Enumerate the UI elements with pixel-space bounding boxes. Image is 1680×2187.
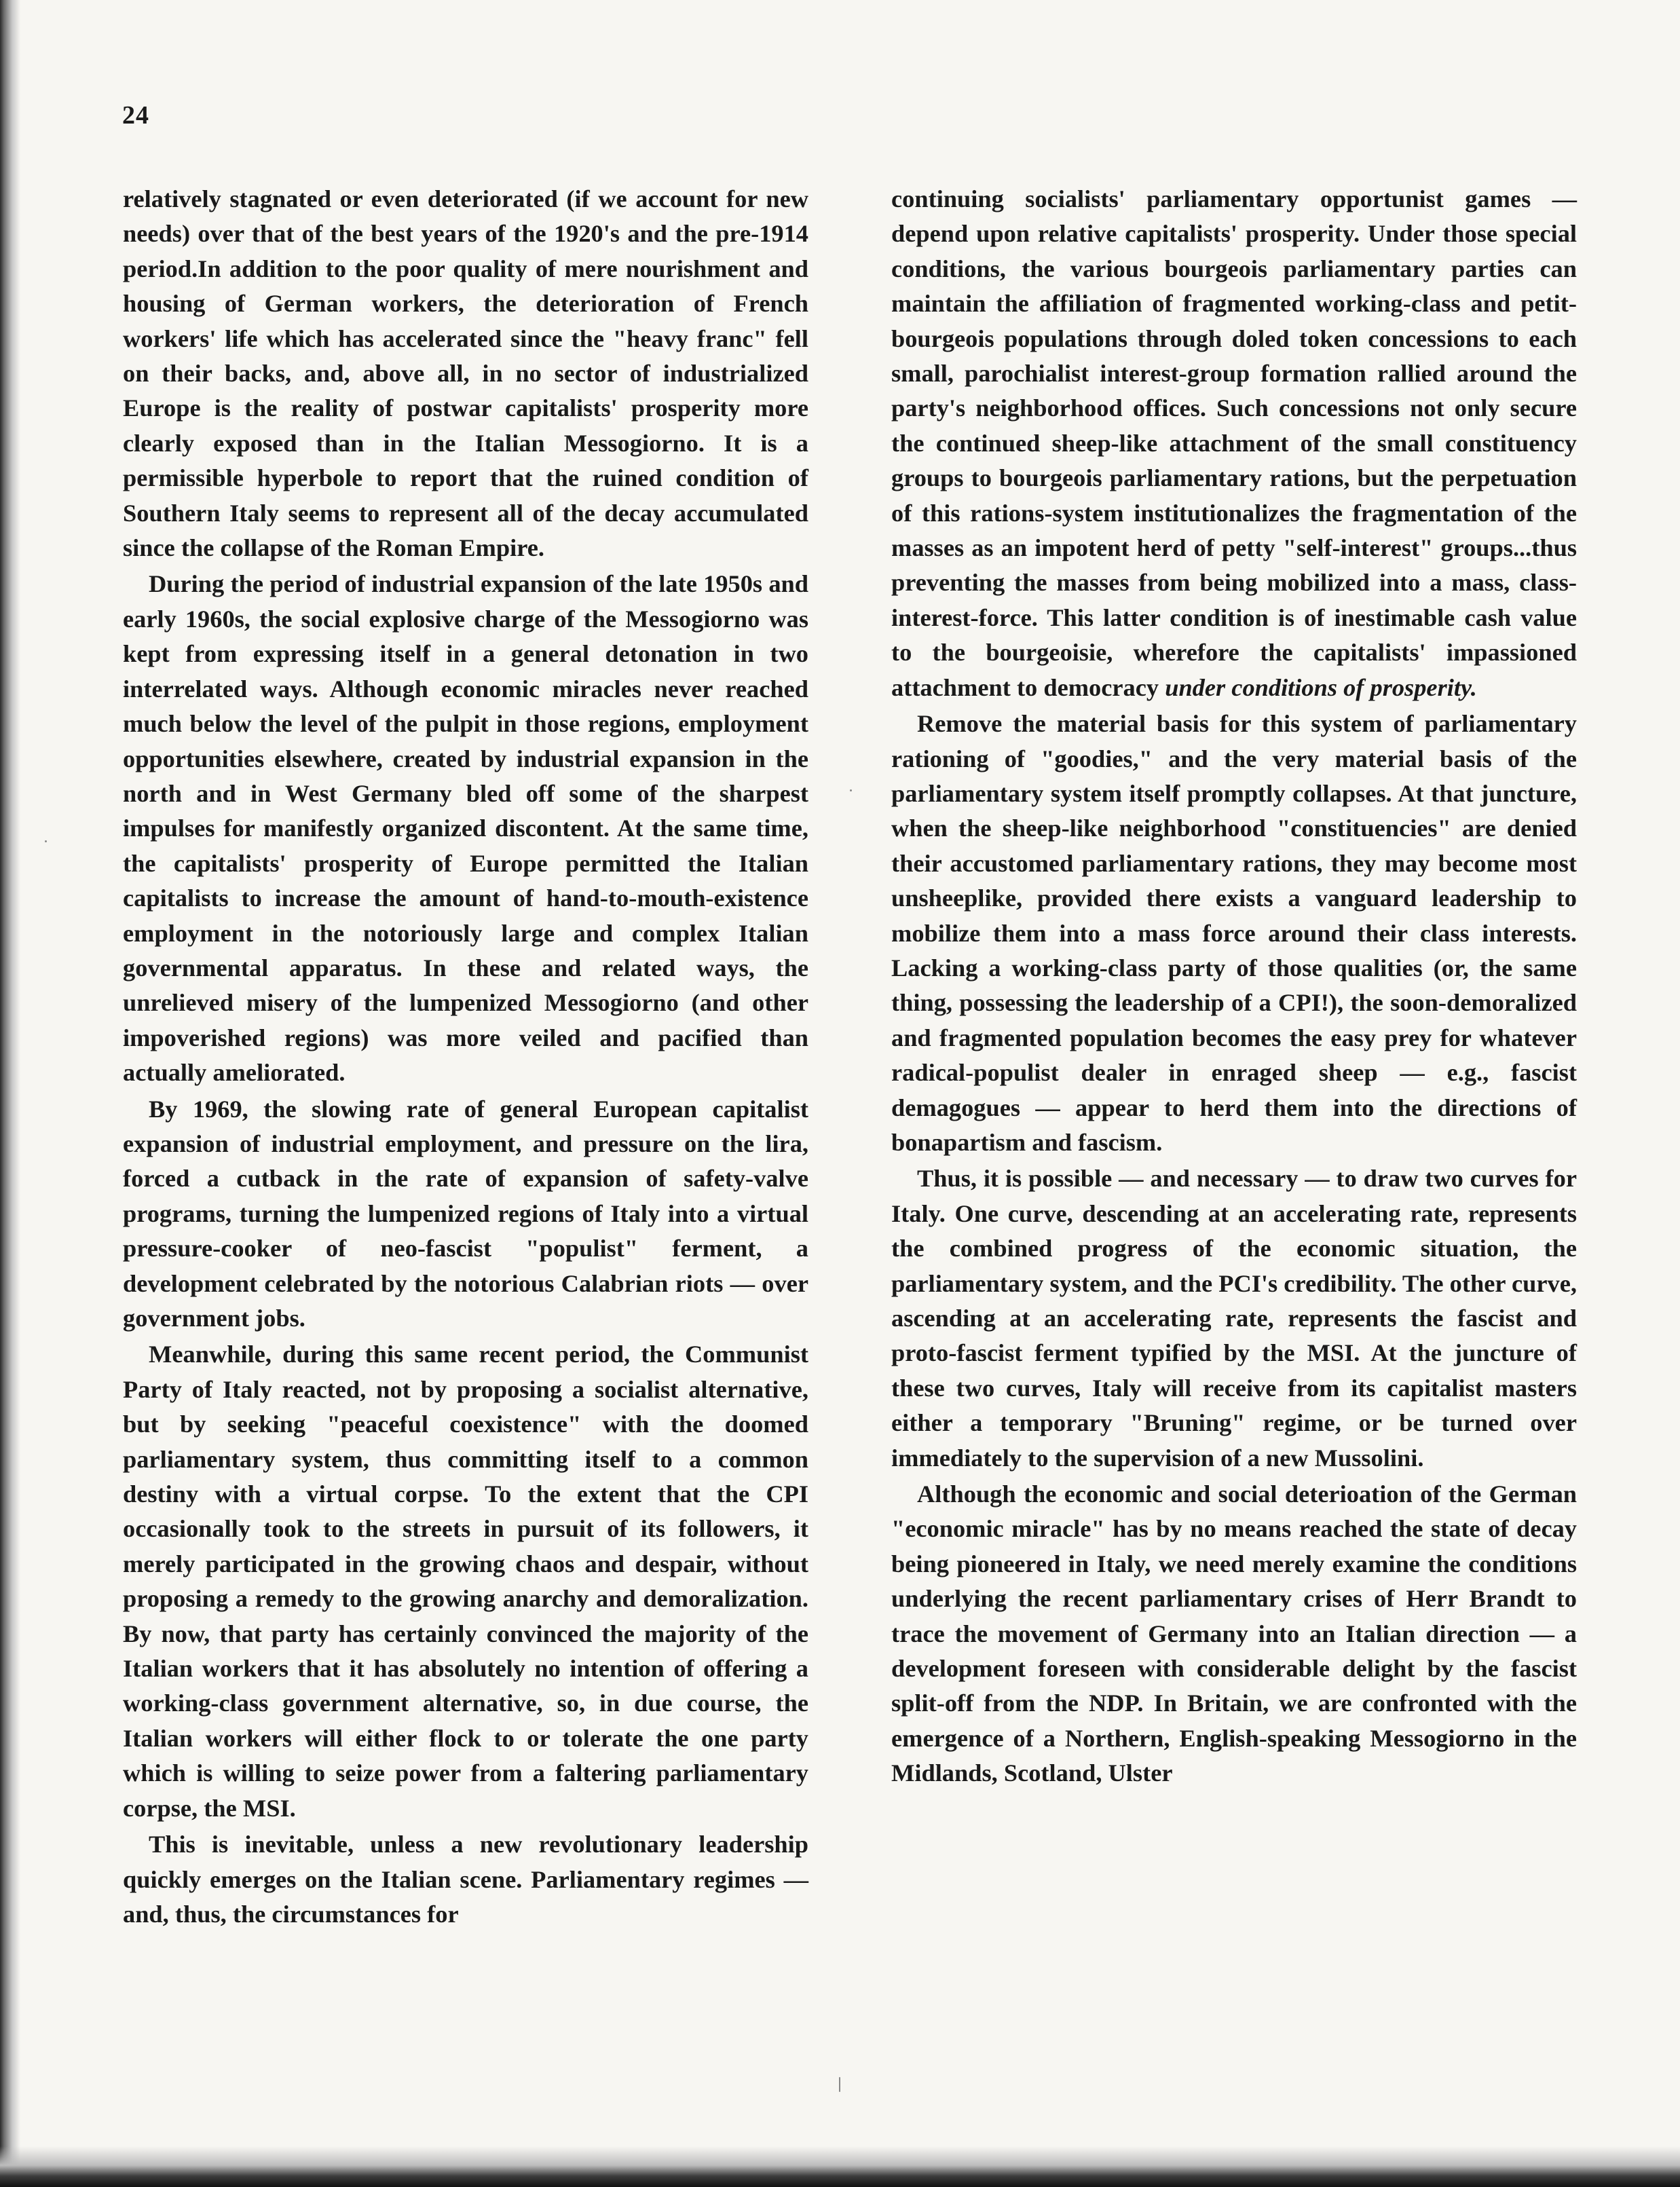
paragraph: Remove the material basis for this system of parliamentary rationing of "goodies," and the very material basis of the parliamentary system itself promptly collapses. At that juncture, when the sheep-like neighborhood "constituencies" are denied their accustomed parliamentary rations, they may become most unsheeplike, provided there exists a vanguard leadership to mobilize them into a mass force around their class interests. Lacking a working-class party of those qualities (or, the same thing, possessing the leadership of a CPI!), the soon-demoralized and fragmented population becomes the easy prey for whatever radical-populist dealer in enraged sheep — e.g., fascist demagogues — appear to herd them into the directions of bonapartism and fascism.	[891, 710, 1577, 1156]
scan-bottom-edge-shadow	[0, 2146, 1680, 2187]
paragraph: relatively stagnated or even deteriorated (if we account for new needs) over that of the best years of the 1920's and the pre-1914 period.In addition to the poor quality of mere nourishment and housing of German workers, the deterioration of French workers' life which has accelerated since the "heavy franc" fell on their backs, and, above all, in no sector of industrialized Europe is the reality of postwar capitalists' prosperity more clearly exposed than in the Italian Messogiorno. It is a permissible hyperbole to report that the ruined condition of Southern Italy seems to represent all of the decay accumulated since the collapse of the Roman Empire.	[123, 185, 808, 562]
page-number: 24	[122, 101, 149, 130]
scan-speck	[45, 840, 47, 842]
left-column	[123, 182, 808, 1933]
paragraph-text: continuing socialists' parliamentary opportunist games — depend upon relative capitalists' prosperity. Under those special conditions, the various bourgeois parliamentary parties can maintain the affiliation of fragmented working-class and petit-bourgeois populations through doled token concessions to each small, parochialist interest-group formation rallied around the party's neighborhood offices. Such concessions not only secure the continued sheep-like attachment of the small constituency groups to bourgeois parliamentary rations, but the perpetuation of this rations-system institutionalizes the fragmentation of the masses as an impotent herd of petty "self-interest" groups...thus preventing the masses from being mobilized into a mass, class-interest-force. This latter condition is of inestimable cash value to the bourgeoisie, wherefore the capitalists' impassioned attachment to democracy	[891, 185, 1577, 701]
paragraph	[891, 182, 1577, 705]
paragraph: Thus, it is possible — and necessary — to draw two curves for Italy. One curve, descending at an accelerating rate, represents the combined progress of the economic situation, the parliamentary system, and the PCI's credibility. The other curve, ascending at an accelerating rate, represents the fascist and proto-fascist ferment typified by the MSI. At the juncture of these two curves, Italy will receive from its capitalist masters either a temporary "Bruning" regime, or be turned over immediately to the supervision of a new Mussolini.	[891, 1165, 1577, 1472]
paragraph: Although the economic and social deterioation of the German "economic miracle" has by no means reached the state of decay being pioneered in Italy, we need merely examine the conditions underlying the recent parliamentary crises of Herr Brandt to trace the movement of Germany into an Italian direction — a development foreseen with considerable delight by the fascist split-off from the NDP. In Britain, we are confronted with the emergence of a Northern, English-speaking Messogiorno in the Midlands, Scotland, Ulster	[891, 1480, 1577, 1787]
scan-speck	[850, 789, 852, 791]
scan-left-edge-shadow	[0, 0, 20, 2187]
paragraph: This is inevitable, unless a new revolutionary leadership quickly emerges on the Italian scene. Parliamentary regimes — and, thus, the circumstances for	[123, 1831, 808, 1928]
paragraph: By 1969, the slowing rate of general European capitalist expansion of industrial employment, and pressure on the lira, forced a cutback in the rate of expansion of safety-valve programs, turning the lumpenized regions of Italy into a virtual pressure-cooker of neo-fascist "populist" ferment, a development celebrated by the notorious Calabrian riots — over government jobs.	[123, 1095, 808, 1332]
italic-emphasis: under conditions of prosperity.	[1165, 673, 1477, 701]
right-column	[891, 182, 1577, 1793]
paragraph: Meanwhile, during this same recent period, the Communist Party of Italy reacted, not by proposing a socialist alternative, but by seeking "peaceful coexistence" with the doomed parliamentary system, thus committing itself to a common destiny with a virtual corpse. To the extent that the CPI occasionally took to the streets in pursuit of its followers, it merely participated in the growing chaos and despair, without proposing a remedy to the growing anarchy and demoralization. By now, that party has certainly convinced the majority of the Italian workers that it has absolutely no intention of offering a working-class government alternative, so, in due course, the Italian workers will either flock to or tolerate the one party which is willing to seize power from a faltering parliamentary corpse, the MSI.	[123, 1341, 808, 1822]
paragraph: During the period of industrial expansion of the late 1950s and early 1960s, the social explosive charge of the Messogiorno was kept from expressing itself in a general detonation in two interrelated ways. Although economic miracles never reached much below the level of the pulpit in those regions, employment opportunities elsewhere, created by industrial expansion in the north and in West Germany bled off some of the sharpest impulses for manifestly organized discontent. At the same time, the capitalists' prosperity of Europe permitted the Italian capitalists to increase the amount of hand-to-mouth-existence employment in the notoriously large and complex Italian governmental apparatus. In these and related ways, the unrelieved misery of the lumpenized Messogiorno (and other impoverished regions) was more veiled and pacified than actually ameliorated.	[123, 570, 808, 1087]
scan-speck	[839, 2077, 840, 2092]
